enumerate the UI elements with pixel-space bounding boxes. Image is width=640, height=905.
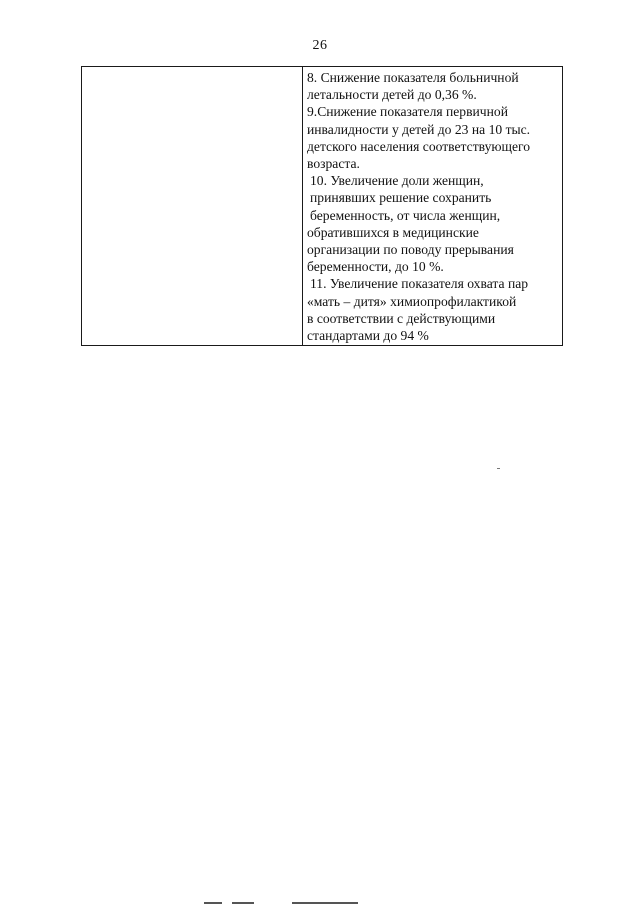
scan-edge-artifact xyxy=(204,902,222,904)
scan-edge-artifact xyxy=(232,902,254,904)
text-line: организации по поводу прерывания xyxy=(307,242,514,258)
scan-edge-artifact xyxy=(292,902,358,904)
scan-speck xyxy=(497,468,500,469)
text-line: 10. Увеличение доли женщин, xyxy=(310,173,484,189)
text-line: беременность, от числа женщин, xyxy=(310,207,501,223)
table-cell-right xyxy=(303,67,562,345)
table-cell-left xyxy=(82,67,303,345)
text-line: в соответствии с действующими xyxy=(307,310,496,326)
text-line: «мать – дитя» химиопрофилактикой xyxy=(307,293,517,309)
text-line: принявших решение сохранить xyxy=(310,190,492,206)
text-line: стандартами до 94 % xyxy=(307,328,429,344)
text-line: возраста. xyxy=(307,156,360,172)
text-line: летальности детей до 0,36 %. xyxy=(307,87,477,103)
text-line: 8. Снижение показателя больничной xyxy=(307,70,519,85)
text-line: 11. Увеличение показателя охвата пар xyxy=(310,276,529,292)
text-line: инвалидности у детей до 23 на 10 тыс. xyxy=(307,121,531,137)
page-number: 26 xyxy=(312,38,328,53)
text-line: 9.Снижение показателя первичной xyxy=(307,104,508,120)
text-line: обратившихся в медицинские xyxy=(307,224,479,240)
text-line: детского населения соответствующего xyxy=(307,138,531,154)
targets-table xyxy=(81,66,563,346)
text-line: беременности, до 10 %. xyxy=(307,259,444,275)
